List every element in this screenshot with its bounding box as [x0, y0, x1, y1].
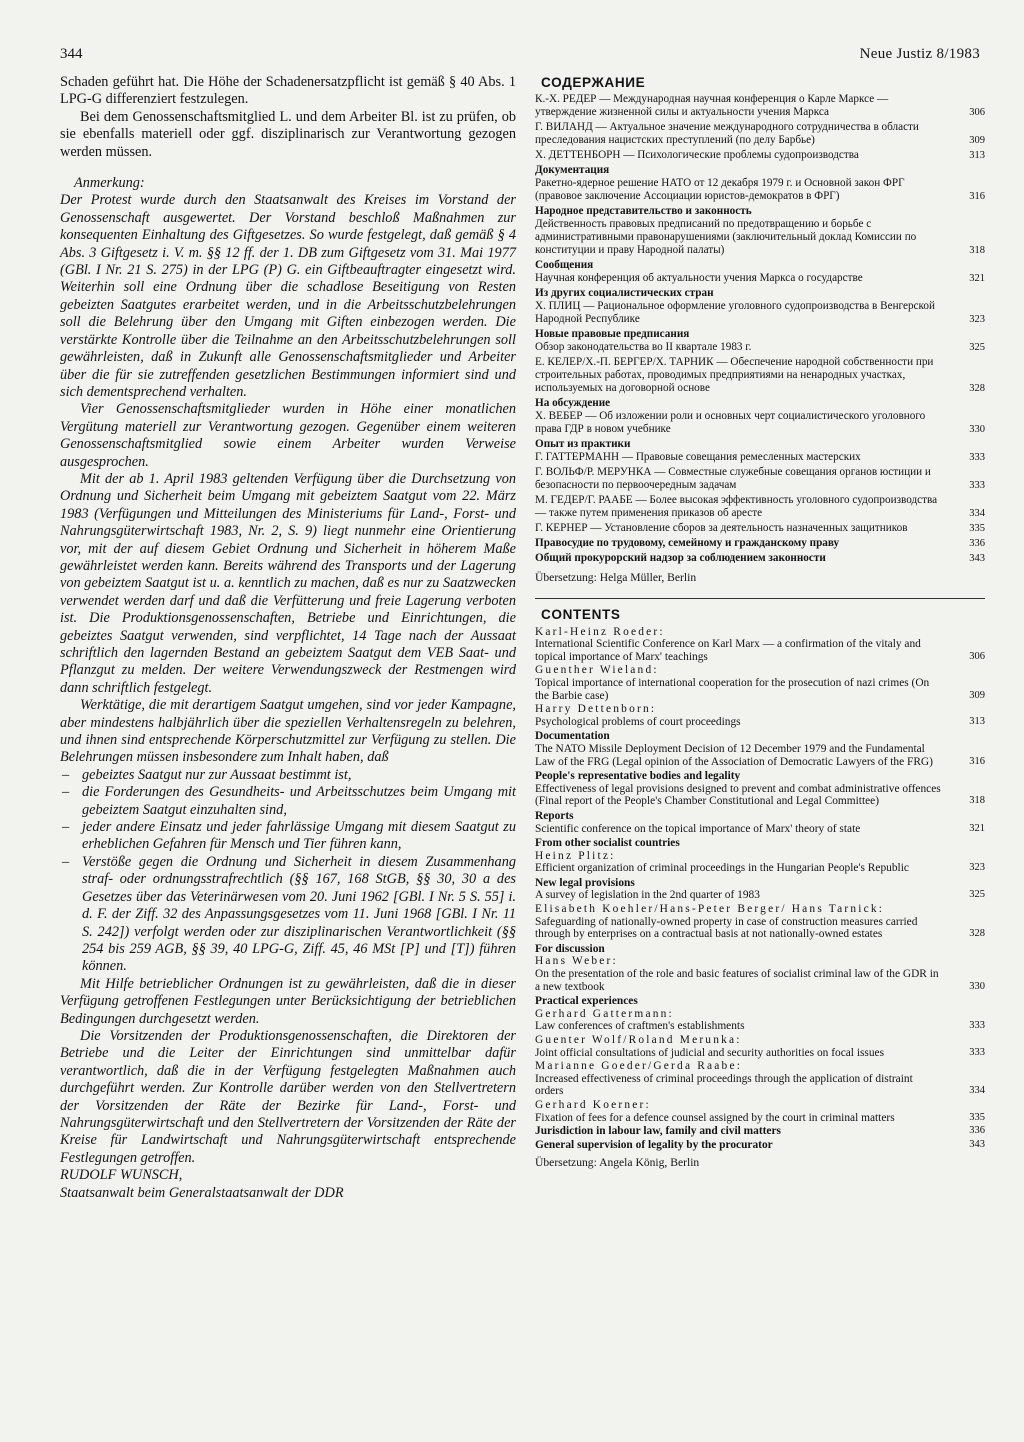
toc-entry[interactable] — [535, 1008, 985, 1033]
toc-entry[interactable] — [535, 823, 985, 836]
annotation-paragraph: Mit Hilfe betrieblicher Ordnungen ist zu gewährleisten, daß die in dieser Verfügung getroffenen Festlegungen unter Berücksichtigung der betrieblichen Bedingungen durchgesetzt werden. — [60, 975, 516, 1027]
toc-page-number: 316 — [969, 191, 985, 202]
toc-entry[interactable] — [535, 664, 985, 702]
toc-title-text: Psychological problems of court proceedings — [535, 715, 741, 728]
toc-page-number: 333 — [969, 452, 985, 463]
toc-page-number: 336 — [969, 538, 985, 549]
toc-entry[interactable] — [535, 300, 985, 326]
toc-author: Harry Dettenborn: — [535, 703, 657, 716]
toc-title-text: On the presentation of the role and basic features of socialist criminal law of the GDR in a new textbook — [535, 968, 939, 993]
toc-page-number: 306 — [969, 650, 985, 662]
toc-page-number: 309 — [969, 689, 985, 701]
toc-entry-text — [535, 1099, 959, 1124]
toc-entry-text — [535, 121, 959, 147]
toc-section-heading: For discussion — [535, 942, 605, 955]
toc-entry[interactable] — [535, 903, 985, 941]
toc-entry[interactable] — [535, 341, 985, 354]
toc-entry[interactable] — [535, 783, 985, 808]
toc-section-heading: Документация — [535, 164, 610, 176]
toc-entry-text: Jurisdiction in labour law, family and civil matters — [535, 1125, 781, 1138]
toc-page-number: 343 — [969, 553, 985, 564]
toc-section-heading: На обсуждение — [535, 397, 611, 409]
toc-entry-text — [535, 703, 959, 728]
russian-contents — [535, 76, 985, 584]
toc-title-text: Г. КЕРНЕР — Установление сборов за деятельность назначенных защитников — [535, 522, 908, 534]
toc-author: Gerhard Gattermann: — [535, 1007, 674, 1020]
toc-entry[interactable] — [535, 1139, 985, 1152]
toc-entry-text — [535, 955, 959, 993]
toc-entry[interactable] — [535, 537, 985, 550]
toc-entry-text — [535, 626, 959, 664]
toc-entry[interactable] — [535, 522, 985, 535]
annotation-paragraph: Die Vorsitzenden der Produktionsgenossenschaften, die Direktoren der Betriebe und die Leiter der Einrichtungen sind unmittelbar dafür verantwortlich, daß die in der Verfügung festgelegten Maßnahmen auch durchgeführt werden. Zur Kontrolle darüber werden von den Stellvertretern der Vorsitzenden der Räte der Bezirke für Land-, Forst- und Nahrungsgüterwirtschaft und den Stellvertretern der Vorsitzenden der Räte der Kreise für Landwirtschaft und Nahrungsgüterwirtschaft entsprechende Festlegungen getroffen. — [60, 1027, 516, 1166]
toc-title-text: Effectiveness of legal provisions designed to prevent and combat administrative offences (Final report of the People's Chamber Constitutional and Legal Committee) — [535, 782, 941, 808]
toc-section-heading: Сообщения — [535, 259, 594, 271]
toc-title-text: Law conferences of craftmen's establishments — [535, 1020, 745, 1033]
annotation-paragraph: Werktätige, die mit derartigem Saatgut umgehen, sind vor jeder Kampagne, aber mindestens halbjährlich über die speziellen Verhaltensregeln zu belehren, und ihnen sind entsprechende Körperschutzmittel zur Verfügung zu stellen. Die Belehrungen müssen insbesondere zum Inhalt haben, daß — [60, 697, 516, 766]
russian-contents-title: СОДЕРЖАНИЕ — [541, 75, 646, 90]
toc-title-text: Научная конференция об актуальности учения Маркса о государстве — [535, 272, 863, 284]
english-toc-list — [535, 626, 985, 1125]
toc-entry-text — [535, 1034, 959, 1059]
toc-title-text: Increased effectiveness of criminal proceedings through the application of distraint orders — [535, 1072, 913, 1098]
list-item: – die Forderungen des Gesundheits- und Arbeitsschutzes beim Umgang mit gebeiztem Saatgut einzuhalten sind, — [60, 784, 516, 819]
toc-title-text: Действенность правовых предписаний по предотвращению и борьбе с административными правонарушениями (заключительный доклад Комиссии по конституции и праву Народной палаты) — [535, 218, 917, 256]
toc-page-number: 336 — [969, 1125, 985, 1137]
toc-entry-text — [535, 93, 959, 119]
toc-author: Guenther Wieland: — [535, 664, 659, 677]
toc-title-text: Scientific conference on the topical importance of Marx' theory of state — [535, 822, 861, 835]
paragraph: Schaden geführt hat. Die Höhe der Schadenersatzpflicht ist gemäß § 40 Abs. 1 LPG-G differenziert festzulegen. — [60, 74, 516, 108]
signature-name: RUDOLF WUNSCH, — [60, 1167, 183, 1184]
toc-page-number: 325 — [969, 889, 985, 901]
toc-title-text: Fixation of fees for a defence counsel assigned by the court in criminal matters — [535, 1111, 895, 1124]
toc-page-number: 318 — [969, 795, 985, 807]
toc-title-text: Ракетно-ядерное решение НАТО от 12 декабря 1979 г. и Основной закон ФРГ (правовое заключение Ассоциации юристов-демократов в ФРГ) — [535, 177, 905, 202]
toc-entry[interactable] — [535, 1034, 985, 1059]
list-item: – jeder andere Einsatz und jeder fahrlässige Umgang mit diesem Saatgut zu erheblichen Gefahren für Mensch und Tier führen kann, — [60, 819, 516, 854]
toc-title-text: Г. ВИЛАНД — Актуальное значение международного сотрудничества в области преследования нацистских преступлений (по делу Барбье) — [535, 121, 919, 146]
toc-entry-text — [535, 743, 959, 768]
toc-page-number: 330 — [969, 424, 985, 435]
toc-title-text: Х. ВЕБЕР — Об изложении роли и основных черт социалистического уголовного права ГДР в новом учебнике — [535, 410, 926, 435]
toc-entry[interactable] — [535, 466, 985, 492]
toc-entry-text — [535, 410, 959, 436]
toc-entry-text — [535, 149, 959, 162]
toc-entry[interactable] — [535, 1060, 985, 1098]
toc-page-number: 313 — [969, 150, 985, 161]
toc-entry-text — [535, 494, 959, 520]
toc-entry[interactable] — [535, 272, 985, 285]
toc-title-text: A survey of legislation in the 2nd quarter of 1983 — [535, 889, 760, 902]
toc-author: Karl-Heinz Roeder: — [535, 625, 665, 638]
toc-entry-text — [535, 889, 959, 902]
toc-entry[interactable] — [535, 93, 985, 119]
toc-entry[interactable] — [535, 356, 985, 395]
toc-entry[interactable] — [535, 149, 985, 162]
toc-entry-text — [535, 466, 959, 492]
toc-page-number: 328 — [969, 928, 985, 940]
toc-entry[interactable] — [535, 1099, 985, 1124]
page-header — [60, 46, 980, 66]
toc-entry[interactable] — [535, 494, 985, 520]
annotation-paragraph: Mit der ab 1. April 1983 geltenden Verfügung über die Durchsetzung von Ordnung und Sicherheit beim Umgang mit gebeiztem Saatgut vom 22. März 1983 (Verfügungen und Mitteilungen des Ministeriums für Land-, Forst- und Nahrungsgüterwirtschaft 1983, Nr. 2, S. 9) liegt nunmehr eine Orientierung vor, mit der auf diesem Gebiet Ordnung und Sicherheit in höherem Maße gewährleistet werden kann. Bereits während des Transports und der Lagerung von gebeiztem Saatgut ist u. a. kenntlich zu machen, daß es nur zu Saatzwecken verwendet werden darf und daß die Verfütterung und freie Lagerung verboten ist. Die Produktionsgenossenschaften, Betriebe und Einrichtungen, die gebeiztes Saatgut verwenden, sind verpflichtet, 14 Tage nach der Aussaat schriftlich den lagernden Bestand an gebeiztem Saatgut dem VEB Saat- und Pflanzgut zu melden. Der weitere Verwendungszweck der Restmengen wird dann schriftlich festgelegt. — [60, 470, 516, 696]
english-contents-title: CONTENTS — [541, 607, 621, 622]
toc-entry-text: Правосудие по трудовому, семейному и гражданскому праву — [535, 537, 840, 549]
paragraph: Bei dem Genossenschaftsmitglied L. und dem Arbeiter Bl. ist zu prüfen, ob sie ebenfalls materiell oder ggf. disziplinarisch zur Verantwortung gezogen werden müssen. — [60, 108, 516, 160]
toc-page-number: 318 — [969, 245, 985, 256]
toc-entry[interactable] — [535, 850, 985, 875]
toc-entry-text — [535, 177, 959, 203]
toc-entry[interactable] — [535, 889, 985, 902]
toc-entry-text — [535, 1060, 959, 1098]
toc-author: Marianne Goeder/Gerda Raabe: — [535, 1060, 743, 1073]
toc-page-number: 313 — [969, 715, 985, 727]
toc-page-number: 323 — [969, 862, 985, 874]
section-divider — [535, 598, 985, 599]
toc-author: Elisabeth Koehler/Hans-Peter Berger/ Hans Tarnick: — [535, 903, 885, 916]
toc-section-heading: Новые правовые предписания — [535, 328, 690, 340]
toc-entry[interactable] — [535, 177, 985, 203]
toc-title-text: К.-Х. РЕДЕР — Международная научная конференция о Карле Марксе — утверждение жизненной силы и актуальности учения Маркса — [535, 93, 889, 118]
toc-title-text: International Scientific Conference on Karl Marx — a confirmation of the vitaly and topical importance of Marx' teachings — [535, 638, 921, 663]
toc-entry[interactable] — [535, 955, 985, 993]
toc-page-number: 333 — [969, 480, 985, 491]
toc-title-text: Е. КЕЛЕР/Х.-П. БЕРГЕР/Х. ТАРНИК — Обеспечение народной собственности при строительных работах, проводимых предприятиями на ненародных участках, используемых на договорной основе — [535, 356, 934, 394]
list-item: – Verstöße gegen die Ordnung und Sicherheit in diesem Zusammenhang straf- oder ordnungsstrafrechtlich (§§ 167, 168 StGB, §§ 30, 30 a des Gesetzes über das Veterinärwesen vom 20. Juni 1962 [GBl. I Nr. 5 S. 55] i. d. F. der Ziff. 32 des Anpassungsgesetzes vom 11. Juni 1968 [GBl. I Nr. 11 S. 242]) verfolgt werden oder zur disziplinarischen Verantwortlichkeit (§§ 254 bis 259 AGB, §§ 39, 40 LPG-G, Ziff. 45, 46 MSt [P] und [T]) führen können. — [60, 854, 516, 976]
toc-entry[interactable] — [535, 121, 985, 147]
toc-entry-text — [535, 522, 959, 535]
toc-page-number: 333 — [969, 1020, 985, 1032]
toc-entry[interactable] — [535, 703, 985, 728]
toc-section-heading: Народное представительство и законность — [535, 205, 752, 217]
toc-page-number: 333 — [969, 1046, 985, 1058]
toc-page-number: 323 — [969, 314, 985, 325]
toc-title-text: Х. ДЕТТЕНБОРН — Психологические проблемы судопроизводства — [535, 149, 859, 161]
annotation-paragraph: Vier Genossenschaftsmitglieder wurden in Höhe einer monatlichen Vergütung materiell zur Verantwortung gezogen. Gegenüber einem weiteren Genossenschaftsmitglied sowie einem Arbeiter wurden Verweise ausgesprochen. — [60, 401, 516, 470]
toc-page-number: 316 — [969, 755, 985, 767]
toc-entry-text — [535, 783, 959, 808]
toc-page-number: 325 — [969, 342, 985, 353]
toc-title-text: Efficient organization of criminal proceedings in the Hungarian People's Republic — [535, 862, 909, 875]
instruction-list — [60, 767, 516, 976]
toc-author: Hans Weber: — [535, 955, 618, 968]
toc-title-text: Г. ВОЛЬФ/Р. МЕРУНКА — Совместные служебные совещания органов юстиции и безопасности по первоочередным задачам — [535, 466, 931, 491]
toc-title-text: Обзор законодательства во II квартале 1983 г. — [535, 341, 752, 353]
toc-title-text: М. ГЕДЕР/Г. РААБЕ — Более высокая эффективность уголовного судопроизводства — также путем применения приказов об аресте — [535, 494, 938, 519]
toc-entry-text: General supervision of legality by the procurator — [535, 1138, 773, 1151]
toc-page-number: 306 — [969, 107, 985, 118]
toc-page-number: 309 — [969, 135, 985, 146]
article-column — [60, 74, 516, 1202]
english-contents — [535, 609, 985, 1170]
toc-entry[interactable] — [535, 626, 985, 664]
page-number: 344 — [60, 46, 83, 62]
toc-section-heading: Из других социалистических стран — [535, 287, 714, 299]
toc-section-heading: People's representative bodies and legality — [535, 770, 741, 783]
list-item: – gebeiztes Saatgut nur zur Aussaat bestimmt ist, — [60, 767, 516, 784]
journal-issue: Neue Justiz 8/1983 — [859, 46, 980, 62]
toc-entry[interactable] — [535, 451, 985, 464]
toc-section-heading: New legal provisions — [535, 876, 635, 889]
toc-entry[interactable] — [535, 410, 985, 436]
toc-entry-text: Общий прокурорский надзор за соблюдением законности — [535, 552, 826, 564]
toc-entry-text — [535, 218, 959, 257]
toc-entry-text — [535, 850, 959, 875]
annotation-heading: Anmerkung: — [74, 175, 145, 192]
toc-entry-text — [535, 272, 959, 285]
toc-title-text: Joint official consultations of judicial and security authorities on focal issues — [535, 1046, 885, 1059]
translator-credit: Übersetzung: Angela König, Berlin — [535, 1156, 700, 1170]
toc-entry-text — [535, 300, 959, 326]
toc-entry-text — [535, 903, 959, 941]
toc-entry-text — [535, 341, 959, 354]
toc-entry-text — [535, 664, 959, 702]
toc-page-number: 334 — [969, 508, 985, 519]
toc-author: Heinz Plitz: — [535, 849, 616, 862]
annotation-paragraph: Der Protest wurde durch den Staatsanwalt des Kreises im Vorstand der Genossenschaft ausgewertet. Der Vorstand beschloß Maßnahmen zur konsequenten Einhaltung des Giftgesetzes. So wurde festgelegt, daß gemäß § 4 Abs. 3 Giftgesetz i. V. m. §§ 12 ff. der 1. DB zum Giftgesetz vom 31. Mai 1977 (GBl. I Nr. 21 S. 275) in der LPG (P) G. ein Giftbeauftragter eingesetzt wird. Weiterhin soll eine Ordnung über die schadlose Beseitigung von Resten gebeizten Saatgutes erarbeitet werden, und in die Arbeitsschutzbelehrungen soll die Belehrung über den Umgang mit Giften einbezogen werden. Die verstärkte Kontrolle über die Teilnahme an den Arbeitsschutzbelehrungen soll gewährleisten, daß in Zukunft alle Genossenschaftsmitglieder und Arbeiter über die für sie zutreffenden gesetzlichen Bestimmungen informiert sind und sich dementsprechend verhalten. — [60, 192, 516, 400]
toc-entry[interactable] — [535, 218, 985, 257]
russian-toc-list — [535, 93, 985, 535]
toc-author: Guenter Wolf/Roland Merunka: — [535, 1034, 742, 1046]
toc-author: Gerhard Koerner: — [535, 1098, 651, 1111]
toc-section-heading: Reports — [535, 809, 574, 822]
toc-section-heading: From other socialist countries — [535, 837, 680, 850]
signature-role: Staatsanwalt beim Generalstaatsanwalt der DDR — [60, 1184, 344, 1201]
toc-page-number: 343 — [969, 1138, 985, 1150]
toc-title-text: The NATO Missile Deployment Decision of 12 December 1979 and the Fundamental Law of the FRG (Legal opinion of the Association of Democratic Lawyers of the FRG) — [535, 742, 933, 768]
toc-section-heading: Опыт из практики — [535, 438, 631, 450]
toc-page-number: 321 — [969, 273, 985, 284]
toc-title-text: Topical importance of international cooperation for the prosecution of nazi crimes (On the Barbie case) — [535, 676, 930, 702]
toc-entry[interactable] — [535, 743, 985, 768]
toc-page-number: 321 — [969, 822, 985, 834]
contents-column — [535, 76, 985, 1170]
toc-page-number: 335 — [969, 1111, 985, 1123]
toc-page-number: 335 — [969, 523, 985, 534]
toc-entry[interactable] — [535, 1125, 985, 1138]
translator-credit: Übersetzung: Helga Müller, Berlin — [535, 571, 697, 584]
toc-page-number: 330 — [969, 980, 985, 992]
toc-section-heading: Documentation — [535, 730, 610, 743]
toc-entry-text — [535, 451, 959, 464]
toc-entry-text — [535, 1008, 959, 1033]
toc-entry-text — [535, 823, 959, 836]
toc-section-heading: Practical experiences — [535, 995, 638, 1008]
toc-page-number: 334 — [969, 1085, 985, 1097]
toc-title-text: Safeguarding of nationally-owned property in case of construction measures carried through by enterprises on a contractual basis at not nationally-owned estates — [535, 915, 918, 941]
toc-title-text: Г. ГАТТЕРМАНН — Правовые совещания ремесленных мастерских — [535, 451, 861, 463]
toc-entry-text — [535, 356, 959, 395]
toc-entry[interactable] — [535, 552, 985, 565]
toc-title-text: Х. ПЛИЦ — Рациональное оформление уголовного судопроизводства в Венгерской Народной Республике — [535, 300, 935, 325]
toc-page-number: 328 — [969, 383, 985, 394]
